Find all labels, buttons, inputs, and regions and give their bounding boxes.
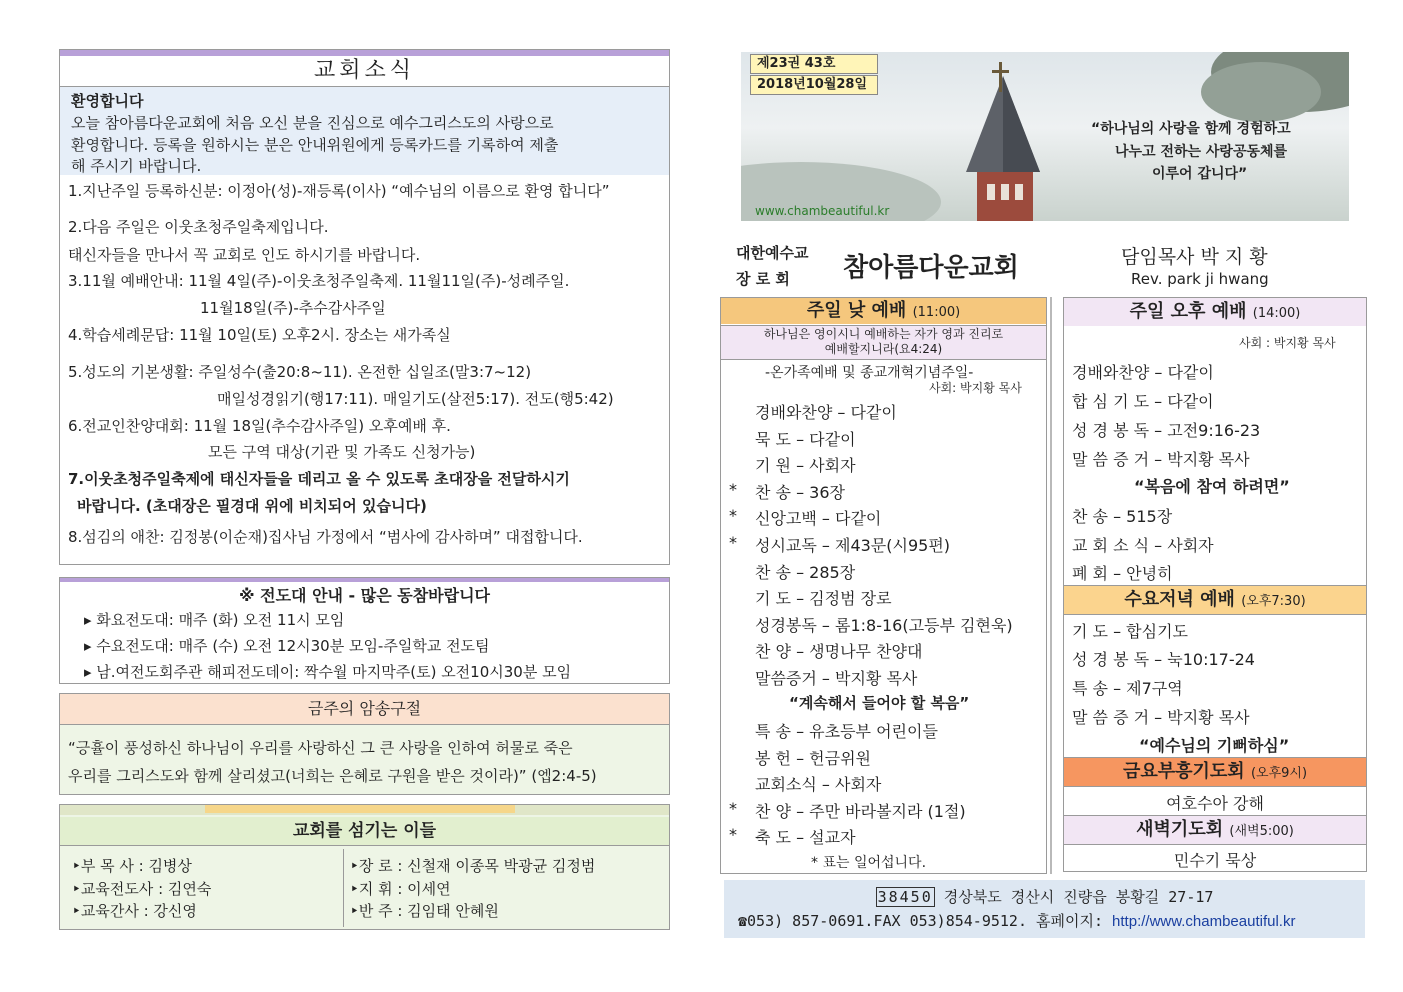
server-left-3: ‣교육간사 : 강신영 xyxy=(72,902,197,920)
welcome-box xyxy=(60,87,669,175)
dawn-prayer-title-text: 새벽기도회 xyxy=(1136,819,1224,840)
memory-verse-line-1: “긍휼이 풍성하신 하나님이 우리를 사랑하신 그 큰 사랑을 인하여 허물로 죽은 xyxy=(68,739,573,757)
news-title: 교회소식 xyxy=(60,56,669,87)
evangelism-section xyxy=(59,577,670,684)
afternoon-service-time: (14:00) xyxy=(1252,306,1301,321)
welcome-text-1: 오늘 참아름다운교회에 처음 오신 분을 진심으로 예수그리스도의 사랑으로 xyxy=(71,114,554,132)
news-item-6-detail: 모든 구역 대상(기관 및 가족도 신청가능) xyxy=(208,443,476,461)
server-left-2: ‣교육전도사 : 김연숙 xyxy=(72,880,212,898)
sunday-leader: 사회: 박지황 목사 xyxy=(929,381,1022,395)
denomination-line-2: 장 로 회 xyxy=(736,270,790,288)
afternoon-service xyxy=(1063,297,1367,872)
standing-mark: * xyxy=(729,825,737,845)
afternoon-order-5: 찬 송 – 515장 xyxy=(1072,507,1173,526)
server-left-1: ‣부 목 사 : 김병상 xyxy=(72,857,192,875)
evangelism-item-3: ▸ 남.여전도회주관 해피전도데이: 짝수월 마지막주(토) 오전10시30분 모임 xyxy=(84,663,572,681)
dawn-prayer-title xyxy=(1064,815,1366,845)
evangelism-item-1: ▸ 화요전도대: 매주 (화) 오전 11시 모임 xyxy=(84,611,345,629)
banner-website: www.chambeautiful.kr xyxy=(755,204,890,218)
server-right-2: ‣지 휘 : 이세연 xyxy=(350,880,451,898)
news-item-3-detail: 11월18일(주)-추수감사주일 xyxy=(200,299,386,317)
sunday-verse-line-2: 예배할지니라(요4:24) xyxy=(824,342,943,356)
news-item-4: 4.학습세례문답: 11월 10일(토) 오후2시. 장소는 새가족실 xyxy=(68,326,451,344)
church-name: 참아름다운교회 xyxy=(843,253,1019,283)
sunday-order2-item-3: 교회소식 – 사회자 xyxy=(755,775,882,795)
news-item-6: 6.전교인찬양대회: 11월 18일(추수감사주일) 오후예배 후. xyxy=(68,417,451,435)
server-right-1: ‣장 로 : 신철재 이종목 박광균 김정범 xyxy=(350,857,596,875)
sunday-order2-item-1: 특 송 – 유초등부 어린이들 xyxy=(755,722,938,741)
homepage-link[interactable]: http://www.chambeautiful.kr xyxy=(1112,913,1296,930)
friday-prayer-title xyxy=(1064,757,1366,787)
sunday-service-time: (11:00) xyxy=(912,305,961,320)
sunday-order-item-11: 말씀증거 – 박지황 목사 xyxy=(755,669,918,688)
news-section xyxy=(59,49,670,565)
standing-mark: * xyxy=(729,798,737,818)
footer-contact-line xyxy=(738,910,1295,931)
sunday-verse-line-1: 하나님은 영이시니 예배하는 자가 영과 진리로 xyxy=(763,327,1004,341)
news-item-2-detail: 태신자들을 만나서 꼭 교회로 인도 하시기를 바랍니다. xyxy=(68,246,421,264)
standing-mark: * xyxy=(729,506,737,526)
sunday-order-item-9: 성경봉독 – 롬1:8-16(고등부 김현욱) xyxy=(755,615,1013,635)
footer-phone-fax: ☎053) 857-0691.FAX 053)854-9512. 홈페이지: xyxy=(738,912,1113,930)
sunday-order-item-2: 묵 도 – 다같이 xyxy=(755,429,856,449)
wednesday-order-4: 말 씀 증 거 – 박지황 목사 xyxy=(1072,708,1250,727)
news-item-5: 5.성도의 기본생활: 주일성수(출20:8~11). 온전한 십일조(말3:7~12) xyxy=(68,363,532,381)
news-item-2: 2.다음 주일은 이웃초청주일축제입니다. xyxy=(68,218,329,236)
welcome-text-2: 환영합니다. 등록을 원하시는 분은 안내위원에게 등록카드를 기록하여 제출 xyxy=(71,136,559,154)
footer-contact xyxy=(724,880,1365,938)
wednesday-service-title xyxy=(1064,585,1366,615)
friday-prayer-time: (오후9시) xyxy=(1250,766,1308,781)
sunday-order2-item-4: 찬 양 – 주만 바라볼지라 (1절) xyxy=(755,801,966,821)
news-item-1: 1.지난주일 등록하신분: 이정아(성)-재등록(이사) “예수님의 이름으로 환영 합니다” xyxy=(68,182,610,200)
news-item-5-detail: 매일성경읽기(행17:11). 매일기도(살전5:17). 전도(행5:42) xyxy=(217,390,614,408)
server-right-3: ‣반 주 : 김임태 안혜원 xyxy=(350,902,499,920)
wednesday-order-2: 성 경 봉 독 – 눅10:17-24 xyxy=(1072,650,1255,669)
memory-verse-title: 금주의 암송구절 xyxy=(60,694,669,725)
sunday-order-item-7: 찬 송 – 285장 xyxy=(755,562,856,582)
dawn-prayer-time: (새벽5:00) xyxy=(1229,824,1294,839)
evangelism-title: ※ 전도대 안내 - 많은 동참바랍니다 xyxy=(239,586,490,605)
footer-address-line xyxy=(724,886,1365,907)
afternoon-order-2: 합 심 기 도 – 다같이 xyxy=(1072,392,1214,411)
servers-section xyxy=(59,804,670,930)
afternoon-order-3: 성 경 봉 독 – 고전9:16-23 xyxy=(1072,421,1261,440)
afternoon-order-7: 폐 회 – 안녕히 xyxy=(1072,564,1173,583)
wednesday-order-1: 기 도 – 합심기도 xyxy=(1072,622,1188,641)
sunday-order-item-8: 기 도 – 김정범 장로 xyxy=(755,589,892,609)
banner-quote-1: “하나님의 사랑을 함께 경험하고 xyxy=(1091,121,1291,137)
banner-quote-3: 이루어 갑니다” xyxy=(1152,166,1248,182)
memory-verse-line-2: 우리를 그리스도와 함께 살리셨고(너희는 은혜로 구원을 받은 것이라)” (엡2:4-5) xyxy=(68,767,597,785)
news-item-3: 3.11월 예배안내: 11월 4일(주)-이웃초청주일축제. 11월11일(주)-성례주일. xyxy=(68,272,570,290)
welcome-text-3: 해 주시기 바랍니다. xyxy=(71,157,202,175)
servers-accent-stripe xyxy=(205,805,515,813)
sunday-order-item-6: 성시교독 – 제43문(시95편) xyxy=(755,536,951,555)
standing-mark: * xyxy=(729,479,737,499)
denomination-line-1: 대한예수교 xyxy=(736,244,809,262)
sunday-order2-item-5: 축 도 – 설교자 xyxy=(755,828,856,848)
welcome-heading: 환영합니다 xyxy=(71,92,144,110)
sunday-subtitle: -온가족예배 및 종교개혁기념주일- xyxy=(765,365,974,381)
date-label: 2018년10월28일 xyxy=(750,75,878,95)
afternoon-sermon-title: “복음에 참여 하려면” xyxy=(1134,477,1290,496)
sunday-service-title-text: 주일 낮 예배 xyxy=(806,300,907,321)
friday-prayer-text: 여호수아 강해 xyxy=(1166,794,1264,813)
column-divider xyxy=(1050,297,1052,874)
wednesday-sermon-title: “예수님의 기뻐하심” xyxy=(1139,736,1290,755)
evangelism-top-bar xyxy=(60,578,669,582)
pastor-name-english: Rev. park ji hwang xyxy=(1131,270,1269,288)
church-banner-image xyxy=(741,52,1349,221)
sunday-verse xyxy=(721,325,1046,360)
standing-mark: * xyxy=(729,533,737,552)
friday-prayer-title-text: 금요부흥기도회 xyxy=(1122,761,1245,782)
afternoon-order-6: 교 회 소 식 – 사회자 xyxy=(1072,536,1214,555)
afternoon-service-title-text: 주일 오후 예배 xyxy=(1129,301,1247,322)
sunday-order-item-5: 신앙고백 – 다같이 xyxy=(755,509,882,529)
wednesday-service-title-text: 수요저녁 예배 xyxy=(1124,589,1235,610)
footer-address: 경상북도 경산시 진량읍 봉황길 27-17 xyxy=(934,888,1214,906)
volume-label: 제23권 43호 xyxy=(750,54,878,74)
pastor-name: 담임목사 박 지 황 xyxy=(1121,246,1268,268)
news-item-7: 7.이웃초청주일축제에 태신자들을 데리고 올 수 있도록 초대장을 전달하시기 xyxy=(68,470,570,488)
sunday-morning-service xyxy=(720,297,1047,874)
dawn-prayer-text: 민수기 묵상 xyxy=(1173,851,1257,870)
sunday-service-title xyxy=(721,298,1046,324)
sunday-order-item-10: 찬 양 – 생명나무 찬양대 xyxy=(755,642,923,662)
sunday-order-item-4: 찬 송 – 36장 xyxy=(755,482,845,502)
standing-note: * 표는 일어섭니다. xyxy=(811,855,927,871)
sunday-order2-item-2: 봉 헌 – 헌금위원 xyxy=(755,748,871,768)
afternoon-leader: 사회 : 박지황 목사 xyxy=(1239,336,1336,350)
servers-divider xyxy=(343,849,344,927)
afternoon-order-1: 경배와찬양 – 다같이 xyxy=(1072,363,1214,382)
evangelism-item-2: ▸ 수요전도대: 매주 (수) 오전 12시30분 모임-주일학교 전도팀 xyxy=(84,637,490,655)
servers-title: 교회를 섬기는 이들 xyxy=(60,817,669,846)
news-item-7-detail: 바랍니다. (초대장은 필경대 위에 비치되어 있습니다) xyxy=(77,497,427,515)
news-item-8: 8.섬김의 애찬: 김정봉(이순재)집사님 가정에서 “범사에 감사하며” 대접합니다. xyxy=(68,528,583,546)
sunday-order-item-3: 기 원 – 사회자 xyxy=(755,456,856,476)
postal-code: 38450 xyxy=(877,888,933,906)
memory-verse-section xyxy=(59,693,670,795)
sunday-order-item-1: 경배와찬양 – 다같이 xyxy=(755,403,897,422)
banner-quote-2: 나누고 전하는 사랑공동체를 xyxy=(1115,144,1288,160)
wednesday-service-time: (오후7:30) xyxy=(1241,594,1306,609)
afternoon-order-4: 말 씀 증 거 – 박지황 목사 xyxy=(1072,450,1250,469)
afternoon-service-title xyxy=(1064,298,1366,326)
wednesday-order-3: 특 송 – 제7구역 xyxy=(1072,679,1183,698)
sunday-sermon-title: “계속해서 들어야 할 복음” xyxy=(789,694,970,712)
